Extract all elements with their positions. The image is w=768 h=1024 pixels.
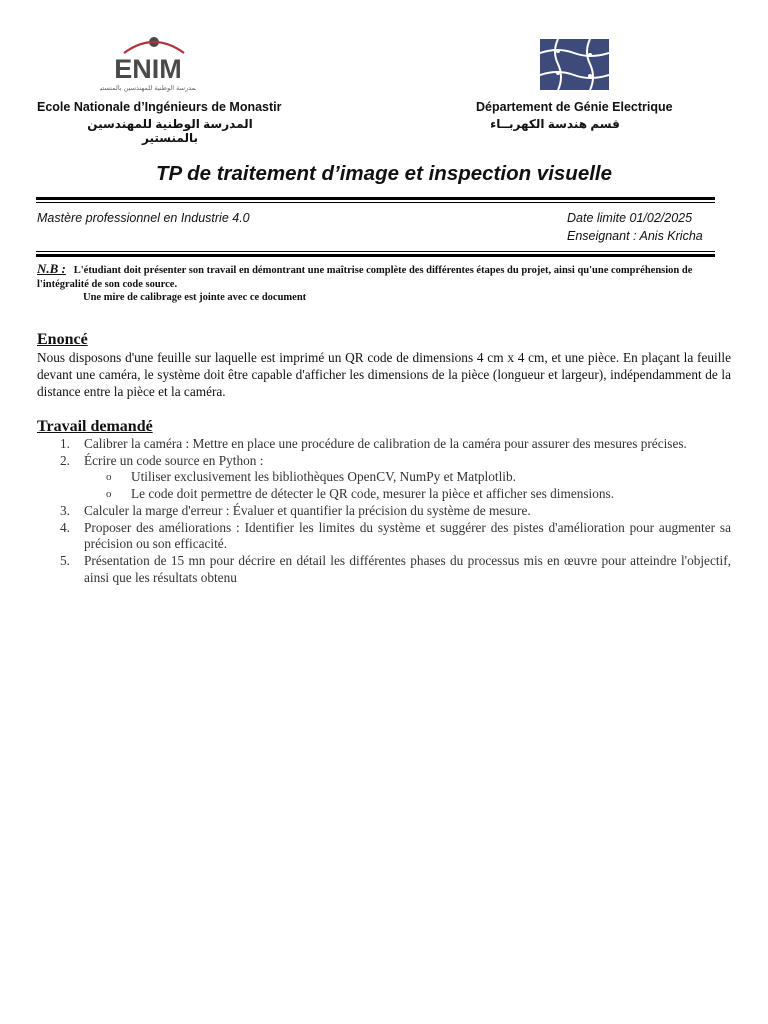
- nb-line-1: L'étudiant doit présenter son travail en démontrant une maîtrise complète des différentes étapes du projet, ainsi qu'une compréhension de l'intégralité de son code source.: [37, 265, 693, 290]
- nb-note: [37, 262, 731, 292]
- task-text: Présentation de 15 mn pour décrire en détail les différentes phases du processus mis en œuvre pour atteindre l'objectif, ainsi que les résultats obtenu: [84, 552, 731, 585]
- task-number: 4.: [60, 519, 70, 535]
- enonce-text: Nous disposons d'une feuille sur laquelle est imprimé un QR code de dimensions 4 cm x 4 cm, et une pièce. En plaçant la feuille devant une caméra, le système doit être capable d'afficher les dimensions de la pièce (longueur et largeur), indépendamment de la distance entre la pièce et la caméra.: [37, 350, 731, 399]
- teacher-label: Enseignant : Anis Kricha: [567, 229, 703, 243]
- task-number: 2.: [60, 452, 70, 468]
- travail-heading: Travail demandé: [37, 418, 153, 435]
- task-text: Calibrer la caméra : Mettre en place une procédure de calibration de la caméra pour assurer des mesures précises.: [84, 436, 687, 451]
- enim-logo-arabic: المدرسة الوطنية للمهندسين بالمنستير: [100, 84, 196, 92]
- enim-logo: [100, 33, 196, 93]
- nb-label: N.B :: [37, 261, 66, 276]
- department-logo: [540, 39, 609, 90]
- enim-logo-text: ENIM: [114, 54, 182, 84]
- task-number: 5.: [60, 552, 70, 568]
- task-item-1: [37, 436, 731, 453]
- divider-top-thick: [36, 197, 715, 200]
- task-number: 1.: [60, 436, 70, 451]
- task-list: [37, 436, 731, 586]
- department-name: Département de Génie Electrique: [476, 100, 673, 114]
- task-sub-list: [84, 469, 731, 502]
- task-text: Calculer la marge d'erreur : Évaluer et quantifier la précision du système de mesure.: [84, 502, 531, 518]
- deadline-label: Date limite 01/02/2025: [567, 211, 693, 225]
- task-text: Écrire un code source en Python :: [84, 452, 264, 468]
- task-text: Proposer des améliorations : Identifier les limites du système et suggérer des pistes d'amélioration pour augmenter sa précision ou son efficacité.: [84, 519, 731, 552]
- task-sub-item: [84, 486, 731, 503]
- task-item-3: [37, 503, 731, 520]
- divider-bottom-thin: [36, 251, 715, 252]
- task-number: 3.: [60, 502, 70, 518]
- institution-name: Ecole Nationale d’Ingénieurs de Monastir: [37, 100, 282, 114]
- institution-name-arabic: المدرسة الوطنية للمهندسين بالمنستير: [87, 117, 253, 145]
- divider-top-thin: [36, 202, 715, 203]
- task-item-5: [37, 553, 731, 586]
- page-title: TP de traitement d’image et inspection visuelle: [155, 162, 613, 185]
- nb-line-2: Une mire de calibrage est jointe avec ce document: [83, 292, 307, 303]
- bullet-icon: o: [106, 471, 112, 484]
- divider-bottom-thick: [36, 254, 715, 257]
- task-sub-text: Utiliser exclusivement les bibliothèques OpenCV, NumPy et Matplotlib.: [131, 469, 516, 485]
- program-label: Mastère professionnel en Industrie 4.0: [37, 211, 250, 225]
- task-sub-item: [84, 469, 731, 486]
- task-item-2: [37, 453, 731, 503]
- task-item-4: [37, 520, 731, 553]
- task-sub-text: Le code doit permettre de détecter le QR code, mesurer la pièce et afficher ses dimensions.: [131, 486, 615, 502]
- bullet-icon: o: [106, 488, 112, 501]
- enonce-heading: Enoncé: [37, 331, 88, 348]
- department-name-arabic: قسم هندسة الكهربــاء: [490, 117, 620, 131]
